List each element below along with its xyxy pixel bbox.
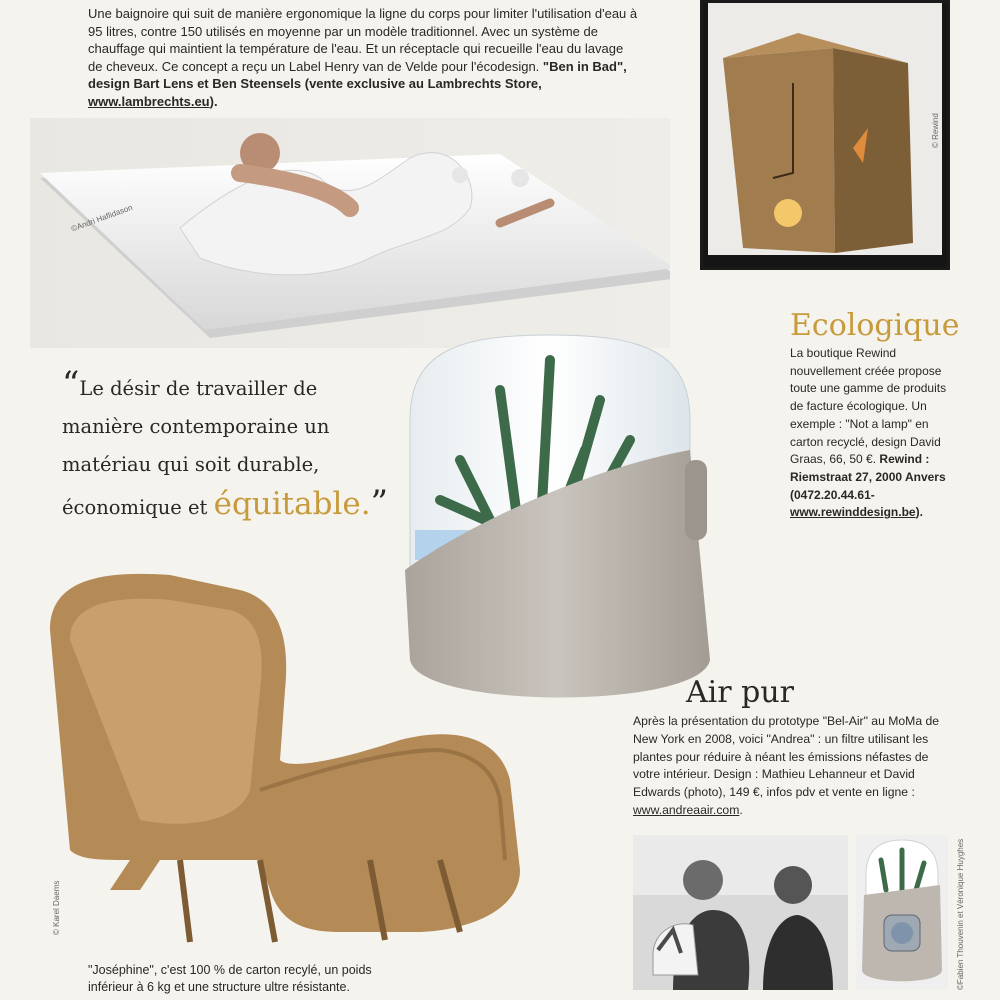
airpur-heading: Air pur xyxy=(686,675,795,710)
rewind-link[interactable]: www.rewinddesign.be xyxy=(790,505,916,520)
lambrechts-link[interactable]: www.lambrechts.eu xyxy=(88,93,210,109)
pull-quote xyxy=(62,365,392,527)
airpur-photo-credit: ©Fabien Thouvenin et Véronique Huyghes xyxy=(956,838,965,990)
quote-open-mark: “ xyxy=(62,364,80,404)
chair-photo-credit: © Karel Daems xyxy=(52,880,61,935)
quote-end: . xyxy=(360,486,371,522)
lamp-photo-credit: © Rewind xyxy=(931,113,940,148)
josephine-chair-photo xyxy=(40,560,580,945)
quote-highlight: équitable xyxy=(213,486,361,522)
bath-description: Une baignoire qui suit de manière ergonomique la ligne du corps pour limiter l'utilisation d'eau à 95 litres, contre 150 utilisés en moyenne par un modèle traditionnel. Avec un système de chauffage qui maintient la température de l'eau. Et un réceptacle qui recueille l'eau du lavage de cheveux. Ce concept a reçu un Label Henry van de Velde pour l'écodesign. xyxy=(88,6,638,74)
rewind-address-end: ). xyxy=(915,505,923,520)
bath-photo-credit: ©Andri Haflidason xyxy=(70,202,134,234)
bath-article xyxy=(88,5,640,110)
bath-product-info-end: ). xyxy=(209,93,218,109)
chair-caption: "Joséphine", c'est 100 % de carton recylé, un poids inférieur à 6 kg et une structure ultre résistante. xyxy=(88,963,372,994)
rewind-address: Rewind : Riemstraat 27, 2000 Anvers (0472.20.44.61- xyxy=(790,452,946,502)
not-a-lamp-photo xyxy=(700,0,950,270)
quote-close-mark: ” xyxy=(370,483,388,523)
andreaair-link[interactable]: www.andreaair.com xyxy=(633,802,740,817)
andreaair-link-end: . xyxy=(739,802,743,817)
andrea-filter-detail-photo xyxy=(856,835,948,990)
ecologique-description: La boutique Rewind nouvellement créée propose toute une gamme de produits de facture écologique. Un exemple : "Not a lamp" en carton recyclé, design David Graas, 66, 50 €. xyxy=(790,346,947,467)
bathtub-photo xyxy=(30,118,670,348)
airpur-description: Après la présentation du prototype "Bel-Air" au MoMa de New York en 2008, voici "Andrea" : un filtre utilisant les plantes pour réduire à néant les émissions néfastes de votre intérieur. Design : Mathieu Lehanneur et David Edwards (photo), 149 €, infos pdv et vente en ligne : xyxy=(633,714,940,800)
ecologique-article xyxy=(790,345,960,522)
ecologique-heading: Ecologique xyxy=(790,308,960,343)
quote-text: Le désir de travailler de manière contemporaine un matériau qui soit durable, économique et xyxy=(62,377,330,519)
airpur-article xyxy=(633,713,958,820)
bath-product-info: "Ben in Bad", design Bart Lens et Ben Steensels (vente exclusive au Lambrechts Store, xyxy=(88,58,627,91)
designers-photo xyxy=(633,835,848,990)
